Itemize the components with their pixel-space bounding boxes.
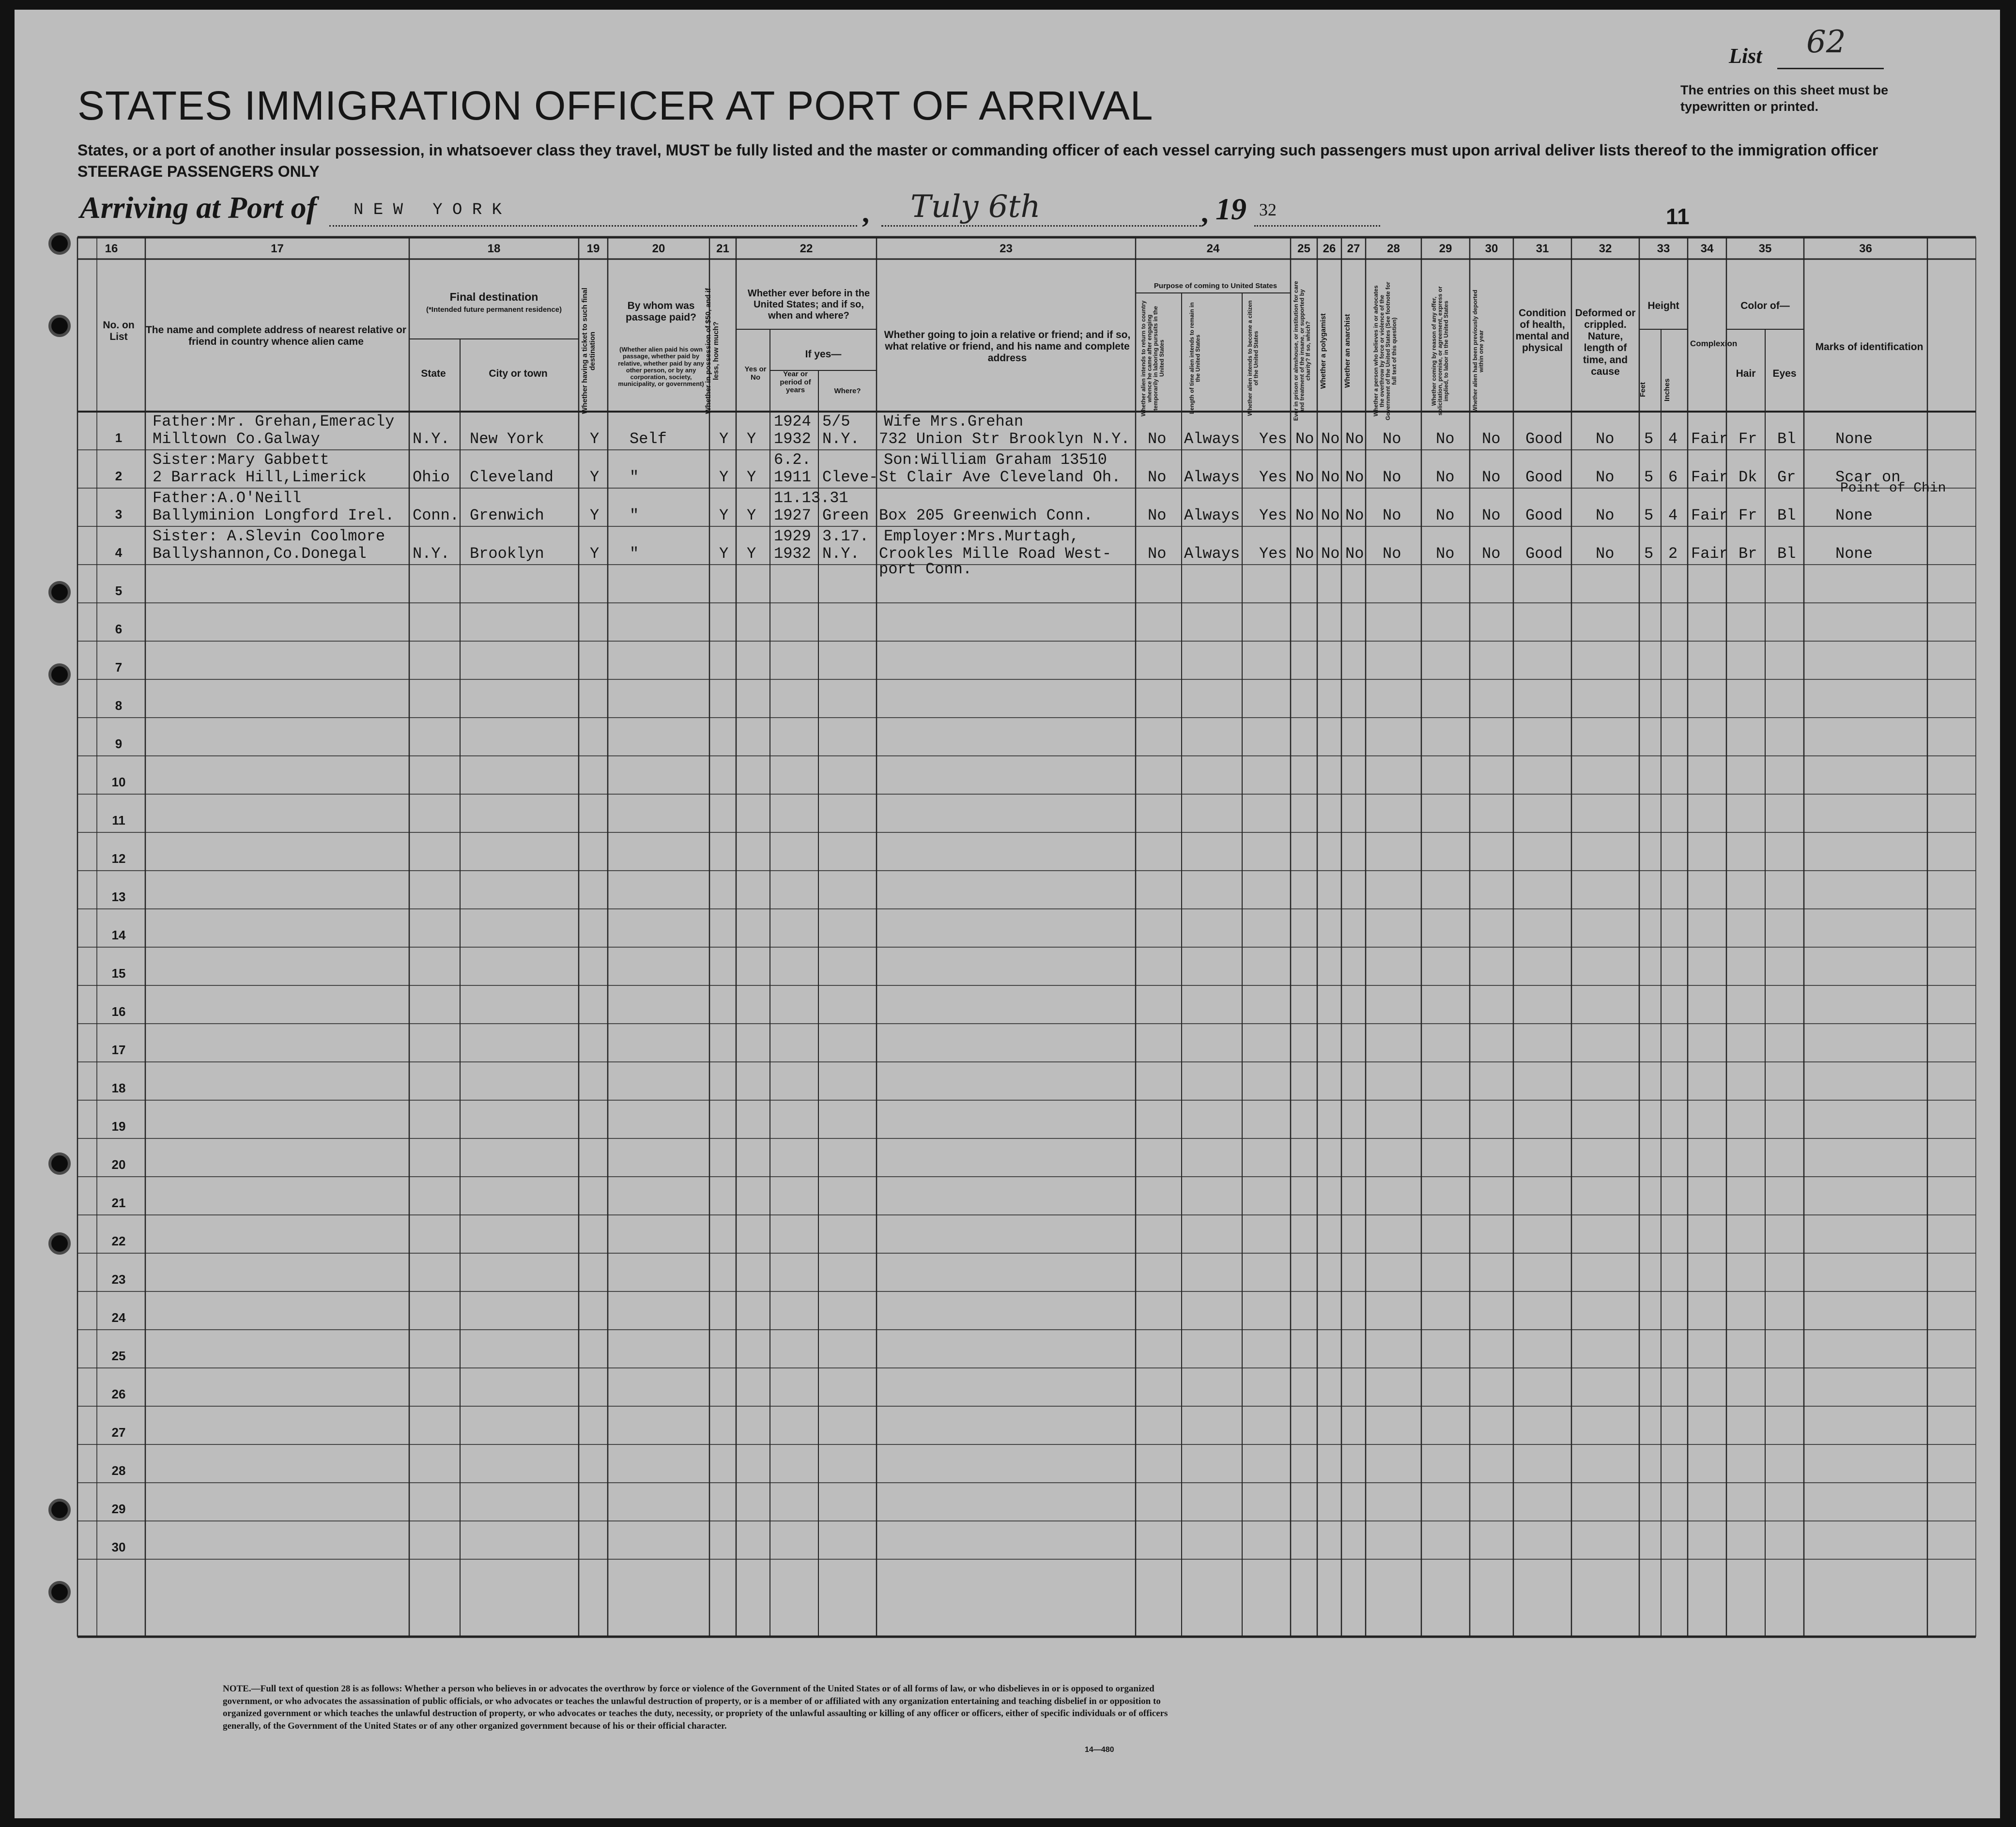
row-number: 11 [112,813,125,828]
column-number: 27 [1347,242,1360,255]
row-number: 22 [111,1234,126,1248]
identification-marks: Point of Chin [1840,481,1946,496]
ticket-flag: Y [590,430,600,448]
join-relative-address: Box 205 Greenwich Conn. [879,507,1093,524]
row-number: 29 [111,1502,126,1516]
before-in-us-flag: Y [747,507,756,524]
column-number: 24 [1206,242,1220,255]
q28-flag: No [1383,545,1401,563]
passage-paid-by: " [630,507,639,524]
table-grid [15,10,2000,1818]
row-number: 25 [111,1349,126,1363]
purpose-length: Always [1184,430,1240,448]
row-number: 19 [111,1119,126,1134]
deformed-flag: No [1596,545,1615,563]
where-place: Cleve- [822,468,878,486]
complexion: Fair [1691,507,1728,524]
where-place: N.Y. [822,545,860,563]
height-feet: 5 [1644,430,1654,448]
anarchist-flag: No [1345,430,1364,448]
q29-flag: No [1436,430,1455,448]
health-condition: Good [1525,545,1563,563]
before-in-us-flag: Y [747,468,756,486]
purpose-citizen: Yes [1259,468,1287,486]
complexion: Fair [1691,430,1728,448]
header-final-destination-note: (*Intended future permanent residence) [426,306,562,314]
q30-flag: No [1482,545,1501,563]
column-number: 17 [271,242,284,255]
column-number: 32 [1599,242,1612,255]
prison-flag: No [1295,545,1314,563]
row-number: 18 [111,1081,126,1095]
q30-flag: No [1482,507,1501,524]
header-deformed: Deformed or crippled. Nature, length of time, and cause [1575,307,1636,377]
period-years: 1911 [774,468,811,486]
form-number: 14—480 [1085,1746,1114,1754]
row-number: 23 [111,1272,126,1287]
destination-city: Cleveland [470,468,554,486]
prison-flag: No [1295,507,1314,524]
header-before-in-us: Whether ever before in the United States; and if so, when and where? [747,288,870,321]
manifest-sheet [15,10,2000,1818]
anarchist-flag: No [1345,468,1364,486]
join-relative: Employer:Mrs.Murtagh, [884,527,1079,545]
eye-color: Bl [1777,507,1796,524]
hair-color: Fr [1739,430,1757,448]
period-years: 1932 [774,430,811,448]
period-years: 1929 [774,527,811,545]
polygamist-flag: No [1321,507,1340,524]
row-number: 8 [115,698,123,713]
row-number: 13 [111,890,126,904]
row-number: 30 [111,1540,126,1554]
header-height: Height [1647,300,1679,311]
ticket-flag: Y [590,545,600,563]
column-number: 23 [1000,242,1013,255]
column-number: 25 [1297,242,1310,255]
join-relative-address: Crookles Mille Road West- [879,545,1112,563]
header-passage-note: (Whether alien paid his own passage, whether paid by relative, whether paid by any other person, or by any corporation, society, municipality, or government) [618,346,704,388]
height-feet: 5 [1644,468,1654,486]
column-number: 34 [1700,242,1714,255]
header-purpose: Purpose of coming to United States [1154,282,1277,290]
purpose-length: Always [1184,507,1240,524]
eye-color: Bl [1777,430,1796,448]
header-no-on-list: No. on List [103,320,135,343]
height-feet: 5 [1644,545,1654,563]
row-number: 1 [115,430,123,445]
purpose-length: Always [1184,545,1240,563]
header-purpose-return: Whether alien intends to return to country whence he came after engaging temporarily in laboring pursuits in the United States [1140,300,1165,416]
health-condition: Good [1525,507,1563,524]
row-number: 7 [115,660,123,675]
deformed-flag: No [1596,507,1615,524]
q28-flag: No [1383,507,1401,524]
row-number: 21 [111,1196,126,1210]
header-eyes: Eyes [1772,368,1797,379]
typewritten-note: The entries on this sheet must be typewritten or printed. [1680,83,1889,114]
arrival-date: Tuly 6th [910,189,1041,225]
height-inches: 6 [1668,468,1678,486]
column-number: 21 [716,242,729,255]
relative-name: Sister: A.Slevin Coolmore [153,527,385,545]
health-condition: Good [1525,430,1563,448]
possession-flag: Y [719,545,729,563]
eye-color: Gr [1777,468,1796,486]
column-number: 28 [1387,242,1400,255]
header-polygamist: Whether a polygamist [1319,313,1327,389]
destination-city: Brooklyn [470,545,544,563]
destination-city: New York [470,430,544,448]
header-color-of: Color of— [1740,300,1790,311]
row-number: 17 [111,1043,126,1057]
header-q28: Whether a person who believes in or advocates the overthrow by force or violence of the Government of the United States (See footnote for full text of this question) [1372,281,1398,421]
intro-text: States, or a port of another insular possession, in whatsoever class they travel, MUST be fully listed and the master or commanding officer of each vessel carrying such passengers must upon arrival deliver lists thereof to the immigration officer [77,141,1878,159]
column-number: 29 [1439,242,1452,255]
purpose-return: No [1148,507,1167,524]
polygamist-flag: No [1321,545,1340,563]
year-suffix: 32 [1259,200,1277,219]
header-hair: Hair [1736,368,1756,379]
where-place: 3.17. [822,527,869,545]
column-number: 16 [105,242,118,255]
ticket-flag: Y [590,507,600,524]
deformed-flag: No [1596,468,1615,486]
q28-flag: No [1383,468,1401,486]
header-complexion: Complexion [1690,339,1738,348]
possession-flag: Y [719,430,729,448]
height-inches: 4 [1668,507,1678,524]
row-number: 24 [111,1310,126,1325]
column-number: 35 [1758,242,1772,255]
column-number: 19 [586,242,600,255]
header-period: Year or period of years [780,370,811,394]
arriving-label: Arriving at Port of [80,190,317,225]
header-nearest-relative: The name and complete address of nearest relative or friend in country whence alien came [145,324,407,348]
height-inches: 4 [1668,430,1678,448]
row-number: 26 [111,1387,126,1401]
polygamist-flag: No [1321,430,1340,448]
anarchist-flag: No [1345,545,1364,563]
destination-state: Ohio [413,468,450,486]
identification-marks: Scar on [1835,468,1901,486]
header-inches: Inches [1663,378,1671,401]
relative-name: Father:Mr. Grehan,Emeracly [153,413,395,430]
header-feet: Feet [1639,382,1647,398]
destination-state: N.Y. [413,430,450,448]
eye-color: Bl [1777,545,1796,563]
steerage-label: STEERAGE PASSENGERS ONLY [77,163,320,180]
join-relative-address: St Clair Ave Cleveland Oh. [879,468,1121,486]
hair-color: Fr [1739,507,1757,524]
comma: , [1201,197,1208,229]
row-number: 10 [111,775,126,789]
purpose-citizen: Yes [1259,430,1287,448]
where-place: Green [822,507,869,524]
ticket-flag: Y [590,468,600,486]
period-years: 11.13.31 [774,489,848,507]
q29-flag: No [1436,468,1455,486]
row-number: 28 [111,1463,126,1478]
comma: , [862,197,869,229]
hair-color: Dk [1739,468,1757,486]
period-years: 1927 [774,507,811,524]
purpose-citizen: Yes [1259,545,1287,563]
relative-name: Father:A.O'Neill [153,489,302,507]
column-number: 31 [1536,242,1549,255]
relative-address: Ballyminion Longford Irel. [153,507,395,524]
height-inches: 2 [1668,545,1678,563]
before-in-us-flag: Y [747,430,756,448]
join-relative: Son:William Graham 13510 [884,451,1107,469]
health-condition: Good [1525,468,1563,486]
purpose-return: No [1148,430,1167,448]
possession-flag: Y [719,507,729,524]
q29-flag: No [1436,507,1455,524]
possession-flag: Y [719,468,729,486]
row-number: 20 [111,1157,126,1172]
period-years: 6.2. [774,451,811,469]
header-passage-paid: By whom was passage paid? [626,300,696,323]
prison-flag: No [1295,468,1314,486]
where-place: N.Y. [822,430,860,448]
row-number: 3 [115,507,123,522]
row-number: 9 [115,737,123,751]
header-purpose-length: Length of time alien intends to remain in the United States [1188,302,1201,415]
identification-marks: None [1835,430,1873,448]
q29-flag: No [1436,545,1455,563]
destination-state: N.Y. [413,545,450,563]
relative-name: Sister:Mary Gabbett [153,451,329,469]
header-anarchist: Whether an anarchist [1343,314,1352,388]
complexion: Fair [1691,545,1728,563]
identification-marks: None [1835,507,1873,524]
q28-flag: No [1383,430,1401,448]
column-number: 33 [1657,242,1670,255]
period-years: 1924 [774,413,811,430]
header-ticket: Whether having a ticket to such final destination [581,288,597,415]
header-final-destination: Final destination [449,291,539,303]
row-number: 27 [111,1425,126,1440]
hair-color: Br [1739,545,1757,563]
q30-flag: No [1482,430,1501,448]
header-q30: Whether alien had been previously deported within one year [1472,290,1485,413]
column-number: 22 [800,242,813,255]
relative-address: 2 Barrack Hill,Limerick [153,468,367,486]
where-place: 5/5 [822,413,850,430]
column-number: 20 [652,242,665,255]
join-relative: Wife Mrs.Grehan [884,413,1024,430]
before-in-us-flag: Y [747,545,756,563]
purpose-return: No [1148,545,1167,563]
header-marks: Marks of identification [1815,341,1924,353]
q30-flag: No [1482,468,1501,486]
column-number: 30 [1485,242,1498,255]
polygamist-flag: No [1321,468,1340,486]
sheet-number: 11 [1666,204,1690,229]
prison-flag: No [1295,430,1314,448]
destination-city: Grenwich [470,507,544,524]
identification-marks: None [1835,545,1873,563]
list-label: List [1729,44,1762,68]
row-number: 2 [115,469,123,483]
row-number: 12 [111,851,126,866]
passage-paid-by: Self [630,430,667,448]
header-health: Condition of health, mental and physical [1515,307,1570,354]
form-title: STATES IMMIGRATION OFFICER AT PORT OF ARRIVAL [77,83,1154,128]
header-join-relative: Whether going to join a relative or friend; and if so, what relative or friend, and his name and complete address [884,329,1131,364]
row-number: 5 [115,583,123,598]
row-number: 16 [111,1004,126,1019]
period-years: 1932 [774,545,811,563]
column-number: 26 [1323,242,1336,255]
header-where: Where? [834,387,861,395]
header-if-yes: If yes— [805,349,842,360]
header-yes-or-no: Yes or No [744,365,767,382]
join-relative-address: port Conn. [879,560,972,578]
relative-address: Ballyshannon,Co.Donegal [153,545,367,563]
purpose-return: No [1148,468,1167,486]
passage-paid-by: " [630,468,639,486]
column-number: 18 [487,242,501,255]
purpose-length: Always [1184,468,1240,486]
row-number: 14 [111,928,126,942]
header-state: State [421,368,446,379]
row-number: 4 [115,545,123,560]
year-prefix: 19 [1216,192,1247,226]
deformed-flag: No [1596,430,1615,448]
passage-paid-by: " [630,545,639,563]
anarchist-flag: No [1345,507,1364,524]
relative-address: Milltown Co.Galway [153,430,320,448]
column-number: 36 [1859,242,1872,255]
footnote: NOTE.—Full text of question 28 is as follows: Whether a person who believes in or advocates the overthrow by force or violence of the Government of the United States or of all forms of law, or who disbelieves in or is opposed to organized government, or who advocates the assassination of public officials, or who advocates or teaches the unlawful destruction of property, or is a member of or affiliated with any organization entertaining and teaching disbelief in or opposition to organized government or which teaches the unlawful destruction of property, or who advocates or teaches the duty, necessity, or propriety of the unlawful assaulting or killing of any officer or officers, either of specific individuals or of officers generally, of the Government of the United States or of any other organized government because of his or their official character. [223,1684,1168,1731]
purpose-citizen: Yes [1259,507,1287,524]
header-city: City or town [489,368,548,379]
header-prison: Ever in prison or almshouse, or institution for care and treatment of the insane, or supported by charity? If so, which? [1293,281,1312,421]
header-q29: Whether coming by reason of any offer, solicitation, promise, or agreement, express or implied, to labor in the United States [1431,286,1450,416]
height-feet: 5 [1644,507,1654,524]
row-number: 6 [115,622,123,636]
list-number: 62 [1806,24,1846,60]
destination-state: Conn. [413,507,460,524]
header-purpose-citizen: Whether alien intends to become a citizen of the United States [1247,300,1260,416]
complexion: Fair [1691,468,1728,486]
join-relative-address: 732 Union Str Brooklyn N.Y. [879,430,1130,448]
header-possession: Whether in possession of $50, and if less, how much? [704,288,720,415]
row-number: 15 [111,966,126,981]
port-name: N E W Y O R K [354,201,502,219]
